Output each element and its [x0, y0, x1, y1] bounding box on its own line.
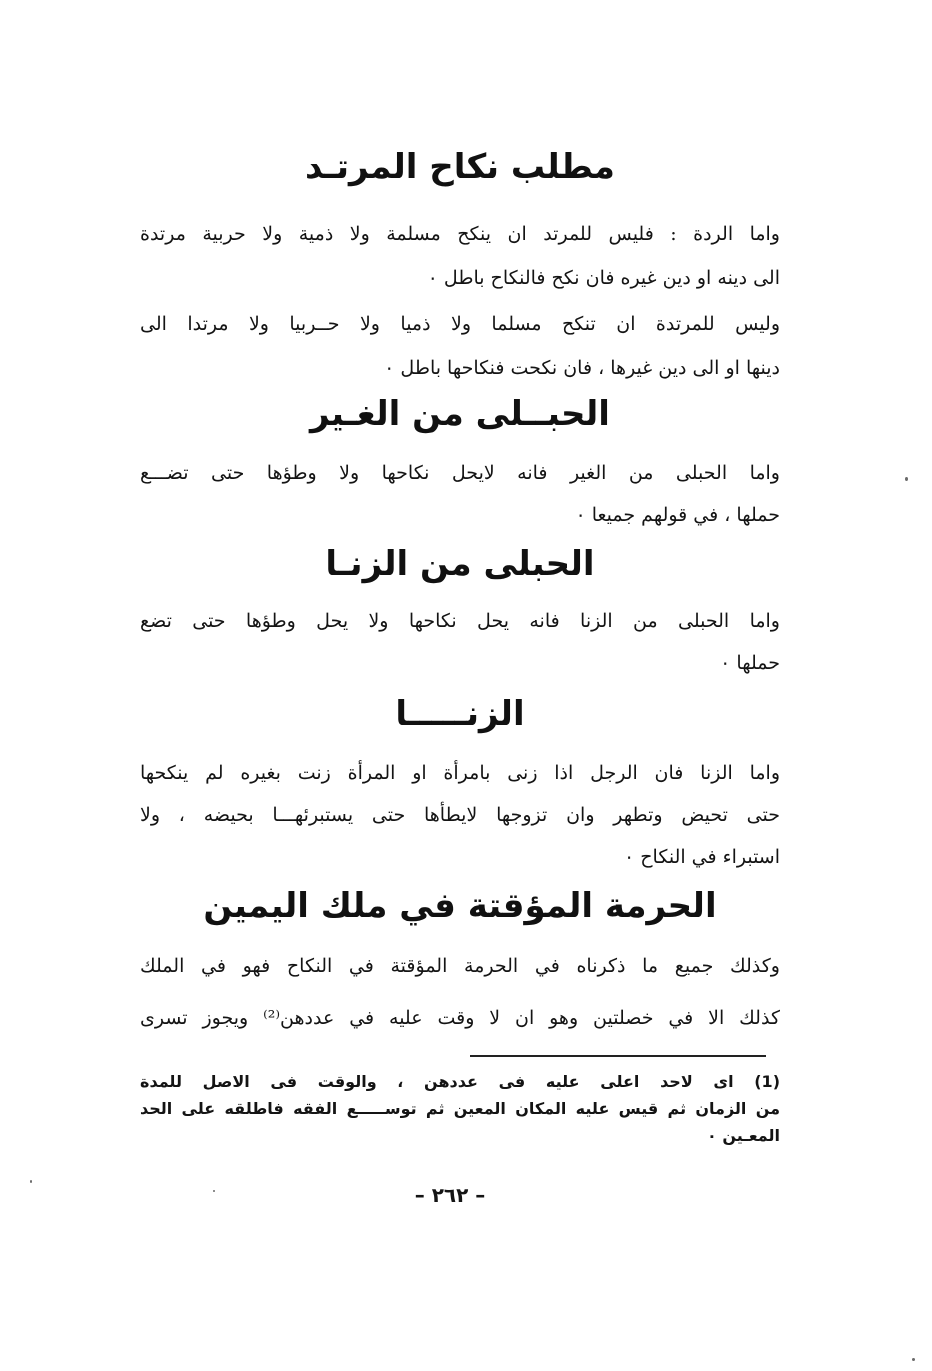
- heading-pregnant-from-other: الحبــلى من الغـير: [310, 394, 610, 434]
- text-line: واما الحبلى من الزنا فانه يحل نكاحها ولا يحل وطؤها حتى تضع: [140, 610, 780, 632]
- text-line: واما الردة : فليس للمرتد ان ينكح مسلمة ولا ذمية ولا حربية مرتدة: [140, 223, 780, 245]
- text-line: كذلك الا في خصلتين وهو ان لا وقت عليه في عددهن⁽²⁾ ويجوز تسرى: [140, 1007, 780, 1029]
- text-line: وليس للمرتدة ان تنكح مسلما ولا ذميا ولا حــربيا ولا مرتدا الى: [140, 313, 780, 335]
- scan-speck: [30, 1180, 32, 1183]
- paragraph-pregnant-from-zina: [140, 600, 780, 684]
- scan-speck: [213, 1190, 215, 1192]
- text-line: الى دينه او دين غيره فان نكح فالنكاح باطل ٠: [427, 267, 780, 289]
- text-line: واما الحبلى من الغير فانه لايحل نكاحها ولا وطؤها حتى تضـــع: [140, 462, 780, 484]
- footnote-line: من الزمان ثم قيس عليه المكان المعين ثم توســـــع الفقه فاطلقه على الحد: [140, 1099, 780, 1118]
- scan-speck: [905, 477, 908, 481]
- footnote-divider: [470, 1055, 766, 1057]
- text-line: دينها او الى دين غيرها ، فان نكحت فنكاحها باطل ٠: [384, 357, 780, 379]
- heading-zina: الزنـــــا: [395, 694, 525, 734]
- text-line: استبراء في النكاح ٠: [624, 846, 780, 868]
- heading-pregnant-from-zina: الحبلى من الزنـا: [325, 544, 595, 584]
- text-line: وكذلك جميع ما ذكرناه في الحرمة المؤقتة في النكاح فهو في الملك: [140, 955, 780, 977]
- paragraph-murtad: [140, 212, 780, 300]
- text-line: حملها ، في قولهم جميعا ٠: [575, 504, 780, 526]
- page-number: – ٢٦٢ –: [414, 1183, 486, 1207]
- footnote-line: المعـين ٠: [707, 1126, 780, 1145]
- text-line: حتى تحيض وتطهر وان تزوجها لايطأها حتى يستبرئهـــا بحيضه ، ولا: [140, 804, 780, 826]
- heading-murtad-marriage: مطلب نكاح المرتـد: [305, 147, 615, 187]
- text-line: حملها ٠: [720, 652, 780, 674]
- paragraph-temporary-prohibition: [140, 940, 780, 1044]
- footnote-line: (1) اى لاحد اعلى عليه فى عددهن ، والوقت فى الاصل للمدة: [140, 1072, 780, 1091]
- text-line: واما الزنا فان الرجل اذا زنى بامرأة او المرأة زنت بغيره لم ينكحها: [140, 762, 780, 784]
- paragraph-murtadda: [140, 302, 780, 390]
- paragraph-pregnant-from-other: [140, 452, 780, 536]
- heading-temporary-prohibition: الحرمة المؤقتة في ملك اليمين: [203, 886, 717, 926]
- scan-speck: [912, 1358, 915, 1361]
- paragraph-zina: [140, 752, 780, 878]
- footnote: [140, 1068, 780, 1149]
